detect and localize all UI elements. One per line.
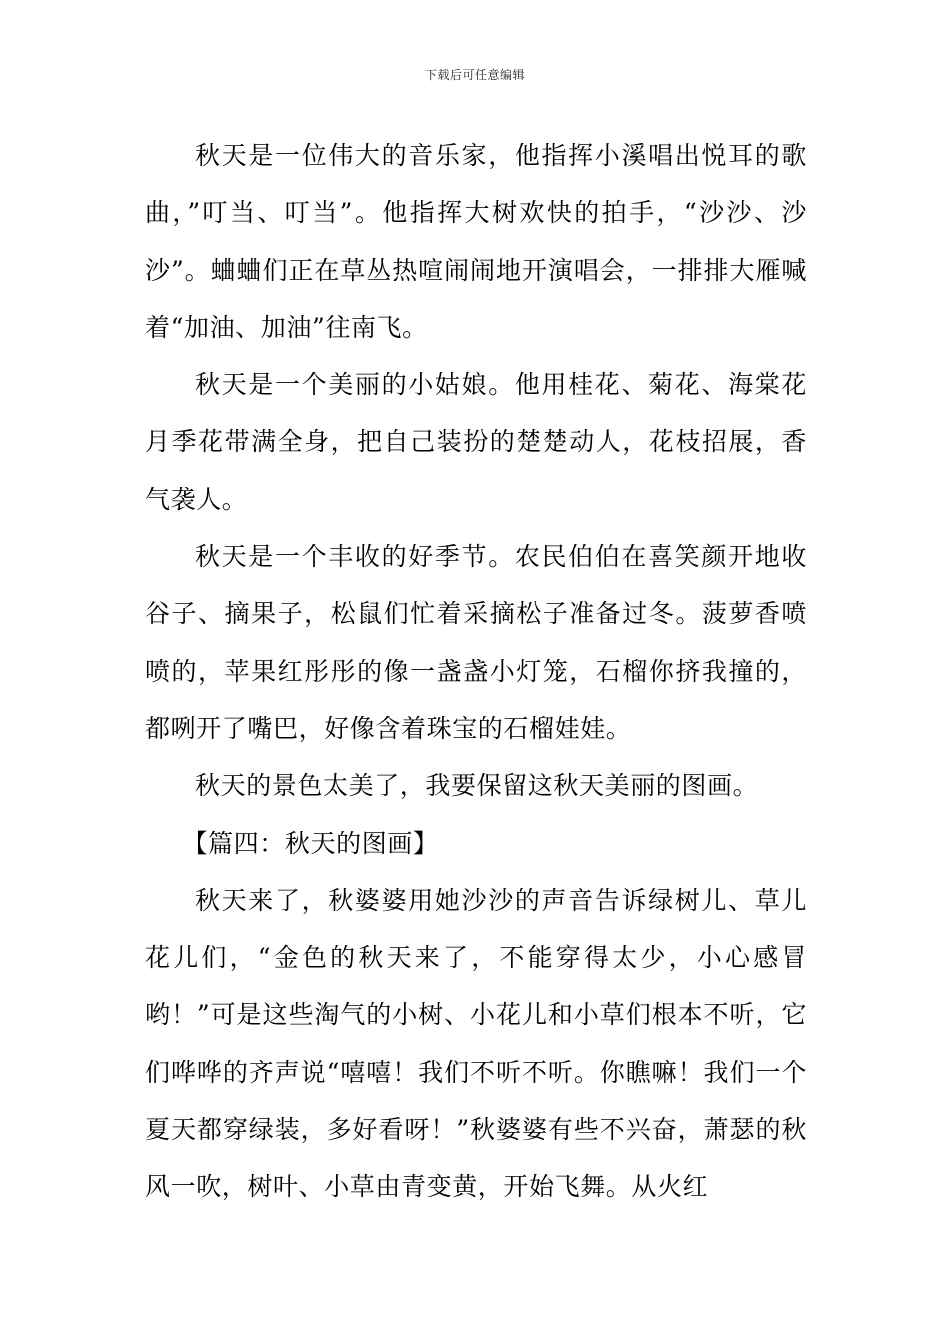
paragraph-autumn-arrives: 秋天来了，秋婆婆用她沙沙的声音告诉绿树儿、草儿花儿们，“金色的秋天来了，不能穿得太少，小心感冒哟！”可是这些淘气的小树、小花儿和小草们根本不听，它们哗哗的齐声说“嘻嘻！我们不听不听。你瞧嘛！我们一个夏天都穿绿装，多好看呀！”秋婆婆有些不兴奋，萧瑟的秋风一吹，树叶、小草由青变黄，开始飞舞。从火红 (145, 885, 807, 1202)
header-note: 下载后可任意编辑 (424, 68, 525, 82)
section-heading: 【篇四：秋天的图画】 (182, 828, 439, 858)
paragraph-autumn-musician: 秋天是一位伟大的音乐家，他指挥小溪唱出悦耳的歌曲，”叮当、叮当”。他指挥大树欢快的拍手，“沙沙、沙沙”。蛐蛐们正在草丛热喧闹闹地开演唱会，一排排大雁喊着“加油、加油”往南飞。 (145, 141, 807, 342)
paragraph-autumn-girl: 秋天是一个美丽的小姑娘。他用桂花、菊花、海棠花月季花带满全身，把自己装扮的楚楚动人，花枝招展，香气袭人。 (145, 370, 807, 514)
paragraph-autumn-scenery: 秋天的景色太美了，我要保留这秋天美丽的图画。 (195, 771, 759, 801)
document-body (145, 127, 807, 1216)
paragraph-autumn-harvest: 秋天是一个丰收的好季节。农民伯伯在喜笑颜开地收谷子、摘果子，松鼠们忙着采摘松子准备过冬。菠萝香喷喷的，苹果红彤彤的像一盏盏小灯笼，石榴你挤我撞的，都咧开了嘴巴，好像含着珠宝的石榴娃娃。 (145, 542, 807, 743)
